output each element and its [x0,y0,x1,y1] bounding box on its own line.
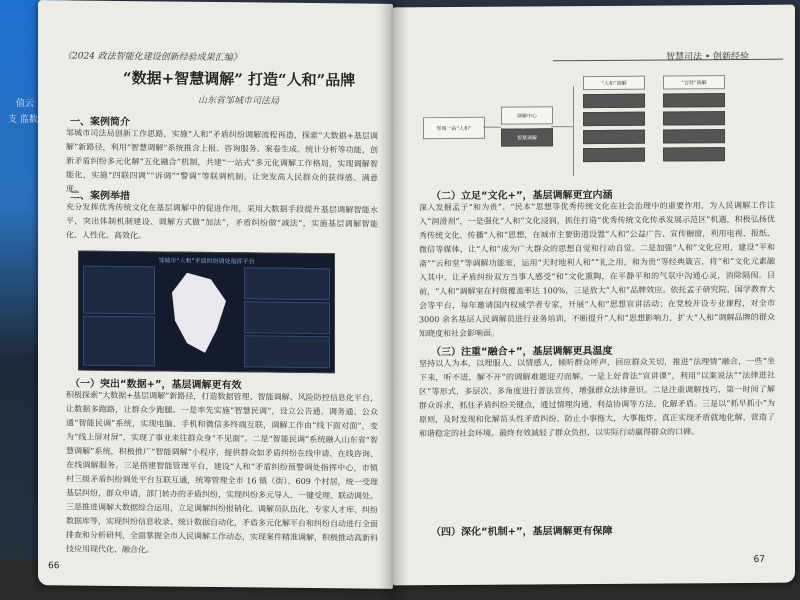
subsection-heading: （一）突出“数据+”，基层调解更有效 [70,378,242,392]
dashboard-panel [83,316,155,367]
diagram-connector [573,86,574,176]
subsection-heading: （二）立足“文化+”，基层调解更宜内涵 [431,189,613,203]
subsection-text: 深入发掘孟子“和为贵”、“民本”思想等优秀传统文化在社会治理中的重要作用，为人民调解工作注入“润滑剂”，一是强化“人和”文化浸润，抓住打造“优秀传统文化传承发展示范区”机遇，积极弘扬优秀传统文化、传播“人和”思想，在城市主要街道设置“人和”公益广告、宣传橱窗，利用电视、报纸、微信等媒体，让“人和”成为广大群众的思想自觉和行动自觉。二是加强“人和”文化应用，建设“平和斋”“云和堂”等调解功能室，运用“天时地利人和”“礼之用，和为贵”等经典箴言，将“和”文化元素融入其中，让矛盾纠纷双方当事人感受“和”文化熏陶，在平静平和的气氛中沟通心灵，消除隔阂。目前，“人和”调解室在村级覆盖率达 100%，三是放大“人和”品牌效应。依托孟子研究院、国学教育大会等平台，每年邀请国内权威学者专家，开展“人和”思想宣讲活动；在党校开设专业课程，对全市 3000 余名基层人民调解员进行业务培训，不断提升“人和”思想影响力，扩大“人和”调解品牌的群众知晓度和社会影响面。 [419,200,775,339]
diagram-node: “人和”调解 [583,76,645,90]
subsection-heading: （三）注重“融合+”，基层调解更具温度 [431,345,613,359]
dashboard-panel [83,266,155,315]
dashboard-panel [244,335,330,368]
diagram-connector [551,126,573,127]
diagram-node [663,93,725,107]
diagram-connector [483,127,501,128]
section-heading: 一、案例简介 [70,116,130,129]
subsection-heading: （四）深化“机制+”，基层调解更有保障 [431,525,613,539]
diagram-node: 智慧调解 [501,128,553,146]
dashboard-panel [244,267,330,300]
dashboard-panel [244,301,330,334]
right-page [393,5,795,586]
section-text: 邹城市司法局创新工作思路，实施“人和”矛盾纠纷调解流程再造，探索“大数据+基层调解”新路径，利用“智慧调解”系统推含上报、咨询服务、案卷生成、统计分析等功能，创新矛盾纠纷多元化解“五化融合”机制，共建“一站式”多元化调解工作格局，实现调解智能化，实施“四联四调”“诉调”“警调”等联调机制，让突发高人民群众的获得感、满意度。 [66,128,378,194]
platform-screenshot [78,251,335,374]
left-page [38,0,393,589]
subsection-text: 坚持以人为本，以理服人、以情感人，倾听群众呼声，回应群众关切，推进“法理情”融合，一些“坐下来，听不进，解不开”的调解难题迎刃而解。一是上好普法“宣讲课”，利用“以案说法”“法律进社区”等形式，多层次、多角度进行普法宣传，增强群众法律意识。二是注重调解技巧，第一时间了解群众诉求，抓住矛盾纠纷关键点，通过情理沟通、利益协调等方法，化解矛盾。三是以“抓早抓小”为原则，及时发现和化解苗头性矛盾纠纷，防止小事拖大，大事拖炸。真正实现矛盾就地化解，营造了和谐稳定的社会环境。最终有效减轻了群众负担，以实际行动赢得群众的口碑。 [419,356,775,439]
diagram-node: 邹城一站“人和” [423,117,485,139]
diagram-node [583,148,645,162]
region-map [169,273,229,354]
section-heading: 二、案例举措 [70,190,130,203]
diagram-node: “百姓”调解 [663,75,725,89]
running-header: 智慧司法 • 创新经验 [665,51,749,63]
subsection-text: 积极探索“大数据+基层调解”新路径，打造数据管理、智能调解、风险防控信息化平台，让数据多跑路，让群众少跑腿。一是率先实施“智慧民调”，设立公告通、调务通、公众通“智能民调”系统，实现电脑、手机和微信多终端互联，调解工作由“线下面对面”，变为“线上屏对屏”，实现了事业来往群众身“不见面”。二是“智能民调”系统融入山东省“智慧调解”系统，积极推广“智能调解”小程序，提供群众如矛盾纠纷在线申请、在线咨询、在线调解服务。三是搭建智能管理平台，建设“人和”矛盾纠纷预警调处指挥中心，市镇村三级矛盾纠纷调处平台互联互通，统筹管理全市 16 镇（街）、609 个村居，统一受理基层纠纷，群众申请，部门转办的矛盾纠纷，实现纠纷多元导入、一键受理、联动调处。三是推进调解大数据综合运用，立足调解纠纷报销化、调解员队伍化、专家人才库、纠纷数据库等，实现纠纷信息收录、统计数据自动化，矛盾多元化解平台和纠纷自动进行全面排查和分析研判，全面掌握全市人民调解工作动态，实现案件精准调解，积极推动高新科技应用现代化、融合化。 [66,390,378,555]
process-diagram [423,75,753,187]
background-text: 支 监数 [8,115,38,125]
screenshot-title: 邹城市“人和”矛盾纠纷调处指挥平台 [158,257,255,266]
diagram-node [583,130,645,144]
page-title: “数据+智慧调解” 打造“人和”品牌 [123,69,356,90]
diagram-node: 调解中心 [501,106,553,124]
section-text: 充分发挥优秀传统文化在基层调解中的促进作用，采用大数据手段提升基层调解智能水平，突出体制机制建设、调解方式做“加法”，矛盾纠纷做“减法”，实施基层调解智能化、人性化、高效化。 [66,202,378,241]
diagram-node [663,147,725,161]
running-header: 《2024 政法智能化建设创新经验成果汇编》 [63,51,242,64]
page-number: 67 [753,554,765,565]
diagram-node [663,129,725,143]
diagram-node [583,94,645,108]
page-number: 66 [48,561,60,572]
diagram-node [663,111,725,125]
background-text: 值云 [16,99,35,109]
byline: 山东省邹城市司法局 [198,95,280,107]
diagram-node [583,112,645,126]
